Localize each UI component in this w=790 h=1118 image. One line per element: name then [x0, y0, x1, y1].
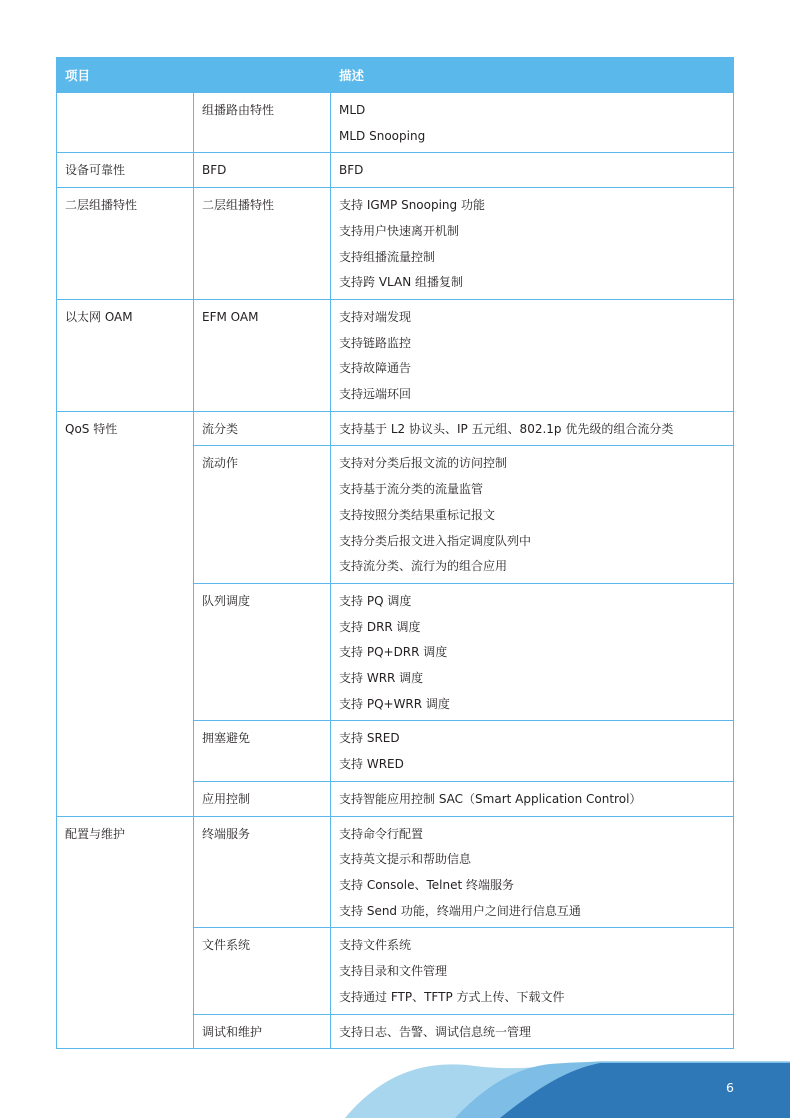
description-line: 支持用户快速离开机制 [339, 223, 460, 238]
description-line: 支持对分类后报文流的访问控制 [339, 456, 508, 471]
description-line: 支持链路监控 [339, 335, 412, 350]
description-line: 支持按照分类结果重标记报文 [339, 507, 496, 522]
subitem-cell: 终端服务 [194, 816, 331, 928]
subitem-cell: 二层组播特性 [194, 188, 331, 300]
category-cell: QoS 特性 [57, 411, 194, 816]
description-line: 支持 DRR 调度 [339, 619, 421, 634]
description-line: 支持流分类、流行为的组合应用 [339, 559, 508, 574]
description-line: 支持分类后报文进入指定调度队列中 [339, 533, 532, 548]
description-line: 支持跨 VLAN 组播复制 [339, 275, 464, 290]
table-row [57, 153, 734, 188]
description-cell [331, 781, 734, 816]
description-cell [331, 446, 734, 584]
description-line: 支持 PQ+DRR 调度 [339, 645, 448, 660]
header-item: 项目 [57, 58, 331, 93]
description-line: 支持命令行配置 [339, 826, 424, 841]
description-cell [331, 583, 734, 721]
category-cell: 二层组播特性 [57, 188, 194, 300]
description-line: 支持基于 L2 协议头、IP 五元组、802.1p 优先级的组合流分类 [339, 421, 674, 436]
description-line: 支持 Console、Telnet 终端服务 [339, 877, 514, 892]
header-description: 描述 [331, 58, 734, 93]
description-cell [331, 1014, 734, 1049]
table-row [57, 93, 734, 153]
category-cell: 配置与维护 [57, 816, 194, 1049]
description-line: MLD [339, 103, 366, 117]
description-cell [331, 299, 734, 411]
description-cell [331, 188, 734, 300]
description-line: 支持远端环回 [339, 387, 412, 402]
description-line: 支持英文提示和帮助信息 [339, 852, 472, 867]
table-row [57, 411, 734, 446]
subitem-cell: 应用控制 [194, 781, 331, 816]
footer-wave-decoration [0, 1058, 790, 1118]
description-cell [331, 816, 734, 928]
category-cell [57, 93, 194, 153]
table-row [57, 816, 734, 928]
category-cell: 设备可靠性 [57, 153, 194, 188]
description-line: 支持 PQ 调度 [339, 593, 412, 608]
description-line: 支持 IGMP Snooping 功能 [339, 198, 485, 213]
description-line: 支持文件系统 [339, 938, 412, 953]
description-cell [331, 928, 734, 1014]
subitem-cell: EFM OAM [194, 299, 331, 411]
table-row [57, 299, 734, 411]
subitem-cell: 拥塞避免 [194, 721, 331, 781]
subitem-cell: 调试和维护 [194, 1014, 331, 1049]
description-line: 支持 WRED [339, 757, 404, 772]
page-number: 6 [726, 1080, 734, 1095]
category-cell: 以太网 OAM [57, 299, 194, 411]
description-line: 支持对端发现 [339, 309, 412, 324]
table-row [57, 188, 734, 300]
description-line: BFD [339, 163, 364, 178]
description-line: 支持 SRED [339, 731, 400, 746]
description-line: 支持故障通告 [339, 361, 412, 376]
subitem-cell: 队列调度 [194, 583, 331, 721]
spec-table [56, 57, 734, 1049]
description-line: 支持 Send 功能，终端用户之间进行信息互通 [339, 903, 581, 918]
subitem-cell: 文件系统 [194, 928, 331, 1014]
subitem-cell: 流动作 [194, 446, 331, 584]
description-line: 支持 WRR 调度 [339, 671, 424, 686]
description-cell [331, 153, 734, 188]
subitem-cell: 组播路由特性 [194, 93, 331, 153]
description-line: MLD Snooping [339, 128, 426, 143]
description-line: 支持日志、告警、调试信息统一管理 [339, 1024, 532, 1039]
description-line: 支持基于流分类的流量监管 [339, 482, 484, 497]
description-cell [331, 93, 734, 153]
description-line: 支持 PQ+WRR 调度 [339, 696, 450, 711]
subitem-cell: BFD [194, 153, 331, 188]
table-header-row [57, 58, 734, 93]
description-line: 支持组播流量控制 [339, 249, 436, 264]
subitem-cell: 流分类 [194, 411, 331, 446]
description-line: 支持目录和文件管理 [339, 964, 448, 979]
description-cell [331, 411, 734, 446]
description-line: 支持智能应用控制 SAC（Smart Application Control） [339, 791, 642, 806]
description-cell [331, 721, 734, 781]
description-line: 支持通过 FTP、TFTP 方式上传、下载文件 [339, 989, 565, 1004]
